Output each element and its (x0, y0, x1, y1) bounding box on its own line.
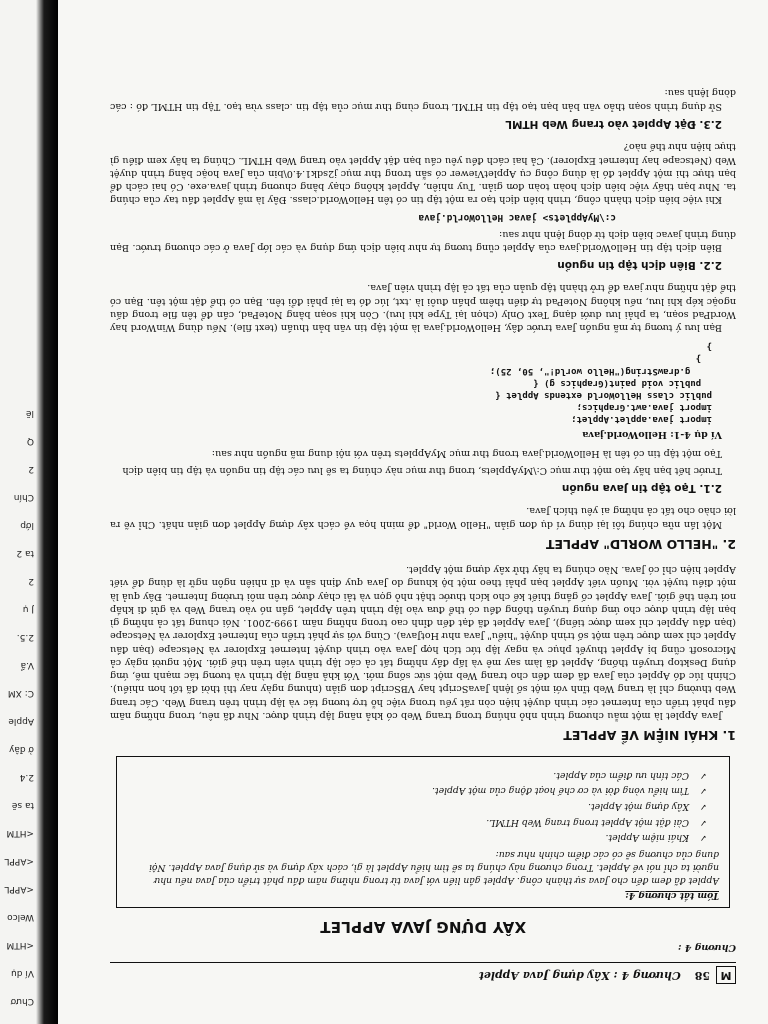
fragment-text: <HTM (6, 828, 34, 838)
summary-item: ✓ Tìm hiểu vòng đời và cơ chế hoạt động của một Applet. (127, 784, 707, 797)
subsection-2-1-paragraph: Tạo một tập tin có tên là HelloWorld.java trong thư mục MyApplets trên với nội dung mã nguồn như sau: (211, 447, 722, 459)
section-2-heading: 2. "HELLO WORLD" APPLET (545, 536, 736, 552)
code-listing: import java.applet.Applet; import java.awt.Graphics; public class HelloWorld extends Applet { public void paint(Graphics g) { g.drawString("Hello world!", 50, 25); } } (489, 341, 712, 425)
summary-item: ✓ Cài đặt một Applet trong trang Web HTML. (127, 815, 707, 828)
fragment-text: Chươ (10, 996, 34, 1006)
page-number: 58 (694, 968, 710, 982)
page-content (58, 0, 768, 1024)
fragment-text: C: XM (7, 688, 34, 698)
section-1-heading: 1. KHÁI NIỆM VỀ APPLET (563, 728, 736, 744)
scanned-page (58, 0, 768, 1024)
section-2-paragraph: Một lần nữa chúng tôi lại dùng ví dụ đơn giản "Hello World" để minh họa về cách xây dựng Applet đơn giản nhất. Chỉ vẽ ra lời chào cho tất cả những ai yêu thích Java. (110, 505, 736, 530)
fragment-text: <HTM (6, 940, 34, 950)
adjacent-page-fragments (0, 0, 34, 1024)
chapter-summary-box (116, 756, 730, 908)
subsection-2-2-paragraph: Biên dịch tập tin HelloWorld.java của Applet cũng tương tự như biên dịch ứng dụng và các lớp Java ở các chương trước. Bạn dùng trình javac biên dịch từ dòng lệnh như sau: (110, 228, 736, 253)
fragment-text: ở đây (9, 744, 34, 754)
summary-item: ✓ Khái niệm Applet. (127, 831, 707, 844)
chapter-title: XÂY DỰNG JAVA APPLET (319, 917, 527, 936)
summary-list (127, 768, 719, 843)
subsection-2-3-heading: 2.3. Đặt Applet vào trang Web HTML (505, 118, 722, 131)
fragment-text: ta sẽ (11, 800, 34, 810)
chapter-label: Chương 4 : (678, 942, 736, 953)
fragment-text: 2.4 (19, 772, 34, 782)
fragment-text: 2 (28, 576, 34, 586)
example-title: Ví dụ 4-1: HelloWorld.java (582, 429, 722, 441)
subsection-2-2-heading: 2.2. Biên dịch tập tin nguồn (557, 259, 722, 272)
subsection-2-1-paragraph: Bạn lưu ý tương tự mã nguồn Java trước đây, HelloWorld.java là một tập tin văn bản thuần (text file). Nếu dùng WinWord hay WordPad soạn, ta phải lưu dưới dạng Text Only (chọn lại Type khi lưu). Còn khi soạn bằng NotePad, cần để tên file trong dấu ngoặc kép khi lưu, nếu không NotePad tự điền thêm phần đuôi là .txt, lúc đó ta lại phải đổi tên. Bạn có thể đặt một tên. Bạn có thể đặt những như java để trở thành tập quản của tất cả lập trình viên Java. (110, 282, 736, 334)
fragment-text: 2.5. (16, 632, 34, 642)
summary-item: ✓ Xây dựng một Applet. (127, 799, 707, 812)
section-1-paragraph: Java Applet là một mẫu chương trình nhỏ nhúng trong trang Web có khả năng lập trình được. Như đã nêu, trong những năm đầu phát triển của Internet các trình duyệt hiện còn rất yếu trong việc hỗ trợ tương tác và lập trình trên trang Web. Các trang Web thường chỉ là trang Web tĩnh với một số lệnh JavaScript hay VBScript đơn giản (nhưng ngày nay thì thời đã tốt hơn nhiều). Chính lúc đó Applet của Java đã đem đến cho trang Web một sức sống mới. Với khả năng lập trình và tương tác mạnh mẽ, ứng dụng Desktop truyền thống, Applet đã làm say mê và lấp đầy những tất cả các lập trình viên trên thế giới. Một người ngày cả Microsoft cũng bị Applet thuyết phục và ngay lập tức tích hợp Java vào trình duyệt Internet Explorer và Netscape (bạn đầu Applet chỉ xem được trên một số trình duyệt "hiểu" Java như HotJava). Cùng với sự phát triển của Internet Explorer và Netscape (bạn đầu Applet chỉ xem được tiếng), Java Applet đã đạt đến đỉnh cao trong những năm 1999-2001. Nói chung tất cả những gì bạn lập trình được cho ứng dụng truyền thống đều có thể đưa vào lập trình trên Applet, gắn nó vào trang Web và gửi đi khắp nơi trên thế giới. Java Applet cố gắng thiết kế cho kích thước thật nhỏ gọn và tải chạy được trên môi trường Internet. Đây quả là một điều tuyệt vời. Muốn viết Applet bạn phải theo một bộ khung do Java quy định sẵn và dĩ nhiên ngôn ngữ là dùng để viết Applet hiện chỉ có Java. Nào chúng ta hãy thử xây dựng một Applet. (110, 564, 736, 721)
summary-title: Tóm tắt chương 4: (625, 890, 719, 902)
summary-item: ✓ Các tính ưu điểm của Applet. (127, 768, 707, 781)
fragment-text: lẽ (25, 408, 34, 418)
fragment-text: J ụ (22, 604, 34, 614)
fragment-text: Chín (13, 492, 34, 502)
publisher-logo-icon: M (716, 966, 736, 984)
page-header (110, 962, 736, 984)
subsection-2-2-paragraph: Khi việc biên dịch thành công, trình biên dịch tạo ra một tập tin có tên HelloWorld.class. Đây là mã Applet đầu tay của chúng ta. Như bạn thấy việc biên dịch hoàn toàn đơn giản. Tuy nhiên, Applet không chạy bằng chương trình java.exe. Có hai cách để bạn thực thi một Applet đó là dùng công cụ AppletViewer có sẵn trong thư mục j2sdk1.4.0\bin của Java hoặc bằng trình duyệt Web (Netscape hay Internet Explorer). Cả hai cách đều yêu cầu bạn đặt Applet vào trang Web HTML. Chúng ta hãy xem điều gì thực hiện như thế nào? (110, 141, 736, 206)
summary-intro: Applet đã đem đến cho Java sự thành công. Applet gắn liền với Java từ trong những năm đầu phát triển của Java nếu như người ta chỉ nói về Applet. Trong chương này chúng ta sẽ tìm hiểu Applet là gì, cách xây dựng và sử dụng Java Applet. Nội dung của chương sẽ có các điểm chính như sau: (149, 849, 719, 886)
subsection-2-1-paragraph: Trước hết bạn hãy tạo một thư mục C:\MyApplets, trong thư mục này chúng ta sẽ lưu các tập tin nguồn và tập tin biên dịch (122, 464, 722, 476)
fragment-text: Ví dụ (11, 968, 34, 978)
subsection-2-1-heading: 2.1. Tạo tập tin Java nguồn (561, 482, 722, 495)
fragment-text: Welco (7, 912, 34, 922)
running-title: Chương 4 : Xây dựng Java Applet (478, 968, 681, 982)
fragment-text: lớp (20, 520, 34, 530)
compile-command: c:\MyApplets> javac HelloWorld.java (418, 212, 616, 224)
fragment-text: <APPL (4, 856, 34, 866)
fragment-text: Q (26, 436, 34, 446)
fragment-text: <APPL (4, 884, 34, 894)
subsection-2-3-paragraph: Sử dụng trình soạn thảo văn bản bạn tạo tập tin HTML trong cùng thư mục của tập tin .class vừa tạo. Tập tin HTML đó : các dòng lệnh sau: (110, 87, 736, 112)
fragment-text: ta 2 (16, 548, 34, 558)
fragment-text: 2 (28, 464, 34, 474)
fragment-text: V.ẩ (20, 660, 34, 670)
fragment-text: Apple (8, 716, 34, 726)
